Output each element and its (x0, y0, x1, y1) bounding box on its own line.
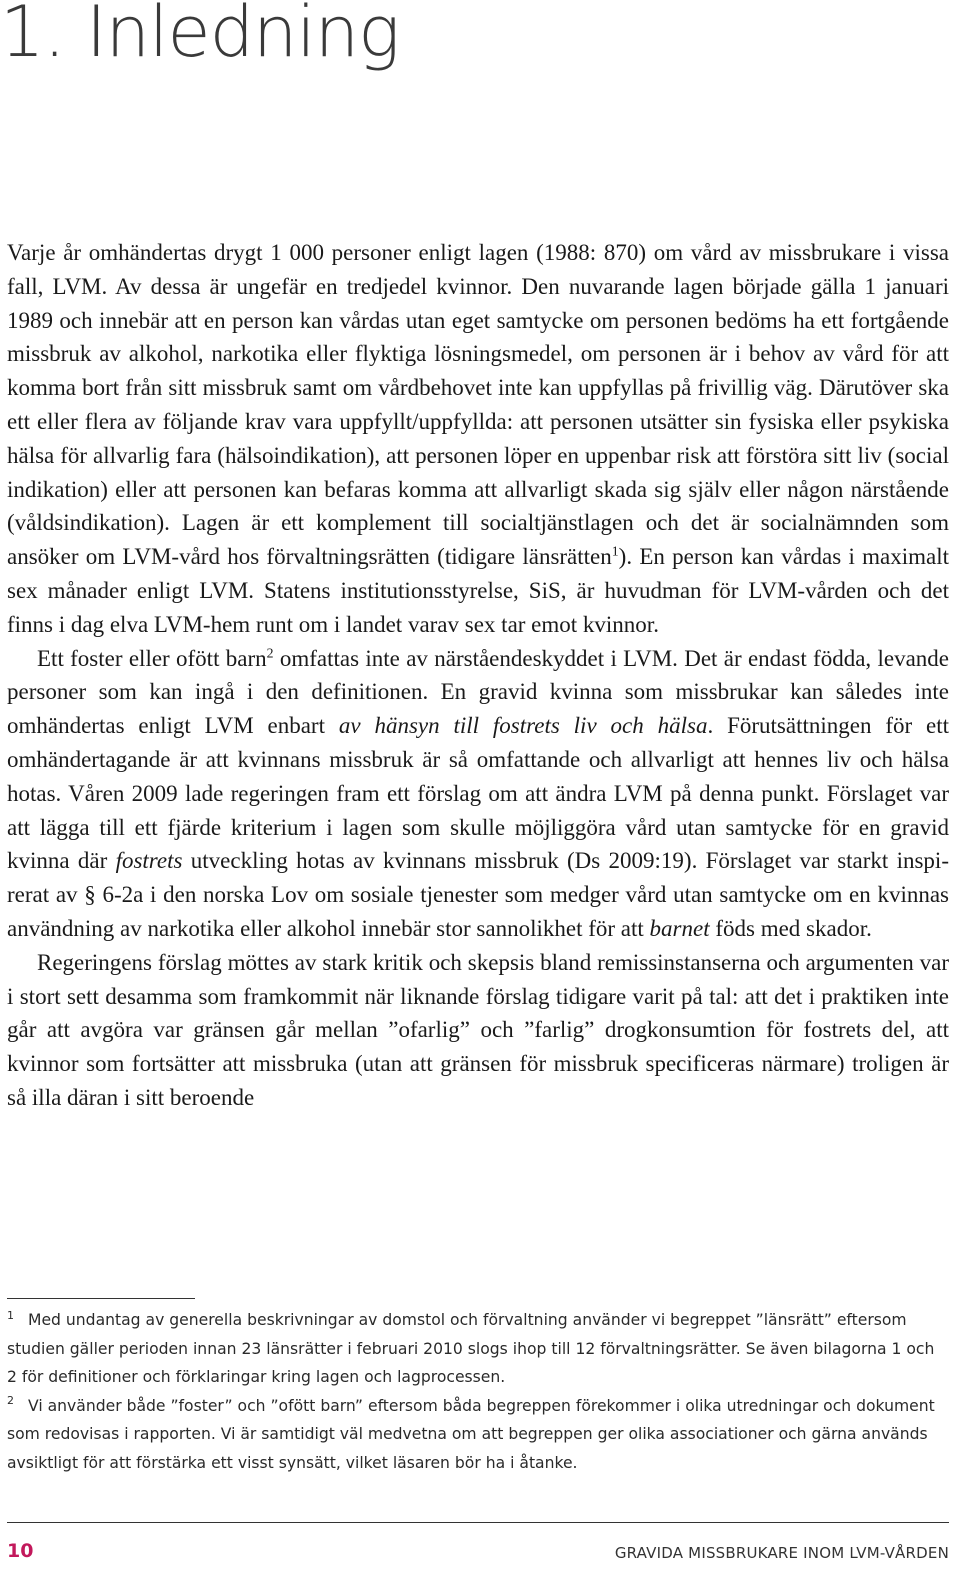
paragraph-2-italic-c: av hänsyn till fostrets liv och hälsa (338, 713, 708, 739)
footnote-divider (7, 1298, 195, 1299)
page-number: 10 (7, 1540, 34, 1562)
footnote-2-number: 2 (7, 1394, 14, 1408)
footnote-1 (7, 1306, 943, 1392)
paragraph-2-italic-g: barnet (649, 915, 710, 941)
paragraph-1-text: Varje år omhändertas drygt 1 000 personer enligt lagen (1988: 870) om vård av missbrukare i vissa fall, LVM. Av dessa är ungefär en tredjedel kvinnor. Den nuvarande lagen började gälla 1 januari 1989 och innebär att en person kan vårdas utan eget samtycke om personen bedöms ha ett fortgående missbruk av alkohol, narkotika eller flyktiga lösningsmedel, om personen är i behov av vård för att komma bort från sitt missbruk samt om vårdbehovet inte kan uppfyllas på frivillig väg. Därutöver ska ett eller flera av följande krav vara uppfyllt/uppfyllda: att personen utsätter sin fysiska eller psykiska hälsa för allvarlig fara (hälsoindikation), att personen löper en uppenbar risk att förstöra sitt liv (social indikation) eller att personen kan befaras komma att allvarligt skada sig själv eller någon närstående (våldsindikation). Lagen är ett komplement till socialtjänstlagen och det är socialnämnden som ansöker om LVM-vård hos förvaltningsrätten (tidigare länsrätten (7, 240, 949, 570)
running-title: GRAVIDA MISSBRUKARE INOM LVM-VÅRDEN (614, 1544, 949, 1562)
footnote-2 (7, 1392, 943, 1478)
footer-divider (7, 1522, 949, 1523)
footnote-1-number: 1 (7, 1308, 14, 1322)
paragraph-2-text-a: Ett foster eller ofött barn (37, 645, 267, 671)
paragraph-1-text-cont: ). En person kan vårdas i maximalt sex månader enligt LVM. Statens institutionsstyrelse, SiS, är huvudman för LVM-vården och det finns i dag elva LVM-hem runt om i landet varav sex tar emot kvinnor. (7, 544, 949, 637)
footnote-1-text: Med undantag av generella beskrivningar av domstol och förvaltning använder vi begreppet ”länsrätt” eftersom studien gäller perioden innan 23 länsrätter i februari 2010 slogs ihop till 12 förvaltningsrätter. Se även bilagorna 1 och 2 för definitioner och förklaringar kring lagen och lagprocessen. (7, 1311, 935, 1386)
footnotes (7, 1306, 943, 1477)
footnote-ref-2[interactable]: 2 (266, 644, 274, 660)
paragraph-2-text-h: föds med skador. (709, 915, 872, 941)
paragraph-2-italic-e: fostrets (115, 848, 183, 874)
body-text (7, 236, 949, 1115)
footnote-ref-1[interactable]: 1 (611, 543, 619, 559)
paragraph-2-text-b: omfattas inte av närståendeskyddet i LVM. Det är endast födda, levande personer som kan ingå i den definitionen. En gravid kvinna som missbrukar kan således inte omhändertas enligt LVM enbart (7, 645, 949, 739)
paragraph-1 (7, 236, 949, 642)
paragraph-2 (7, 642, 949, 946)
footnote-2-text: Vi använder både ”foster” och ”ofött barn” eftersom båda begreppen förekommer i olika utredningar och dokument som redovisas i rapporten. Vi är samtidigt väl medvetna om att begreppen ger olika associationer och gärna används avsiktligt för att förstärka ett visst synsätt, vilket läsaren bör ha i åtanke. (7, 1396, 935, 1472)
paragraph-2-text-f: utveckling hotas av kvinnans missbruk (Ds 2009:19). Förslaget var starkt inspirerat av § 6-2a i den norska Lov om sosiale tjenester som medger vård utan samtycke om en kvinnas användning av narkotika eller alkohol innebär stor sannolikhet för att (7, 848, 949, 941)
paragraph-2-text-d: . Förutsättningen för ett omhändertagande är att kvinnans missbruk är så omfattande och allvarligt att hennes liv och hälsa hotas. Våren 2009 lade regeringen fram ett förslag om att ändra LVM på denna punkt. Förslaget var att lägga till ett fjärde kriterium i lagen som skulle möjliggöra vård utan samtycke för en gravid kvinna där (7, 713, 950, 874)
paragraph-3: Regeringens förslag möttes av stark kritik och skepsis bland remissinstanserna och argumenten var i stort sett desamma som framkommit när liknande förslag tidigare varit på tal: att det i praktiken inte går att avgöra var gränsen går mellan ”ofarlig” och ”farlig” drogkonsumtion för fostrets del, att kvinnor som fortsätter att missbruka (utan att gränsen för missbruk specificeras närmare) troligen är så illa däran i sitt beroende (7, 949, 949, 1110)
chapter-title: 1. Inledning (0, 0, 400, 73)
